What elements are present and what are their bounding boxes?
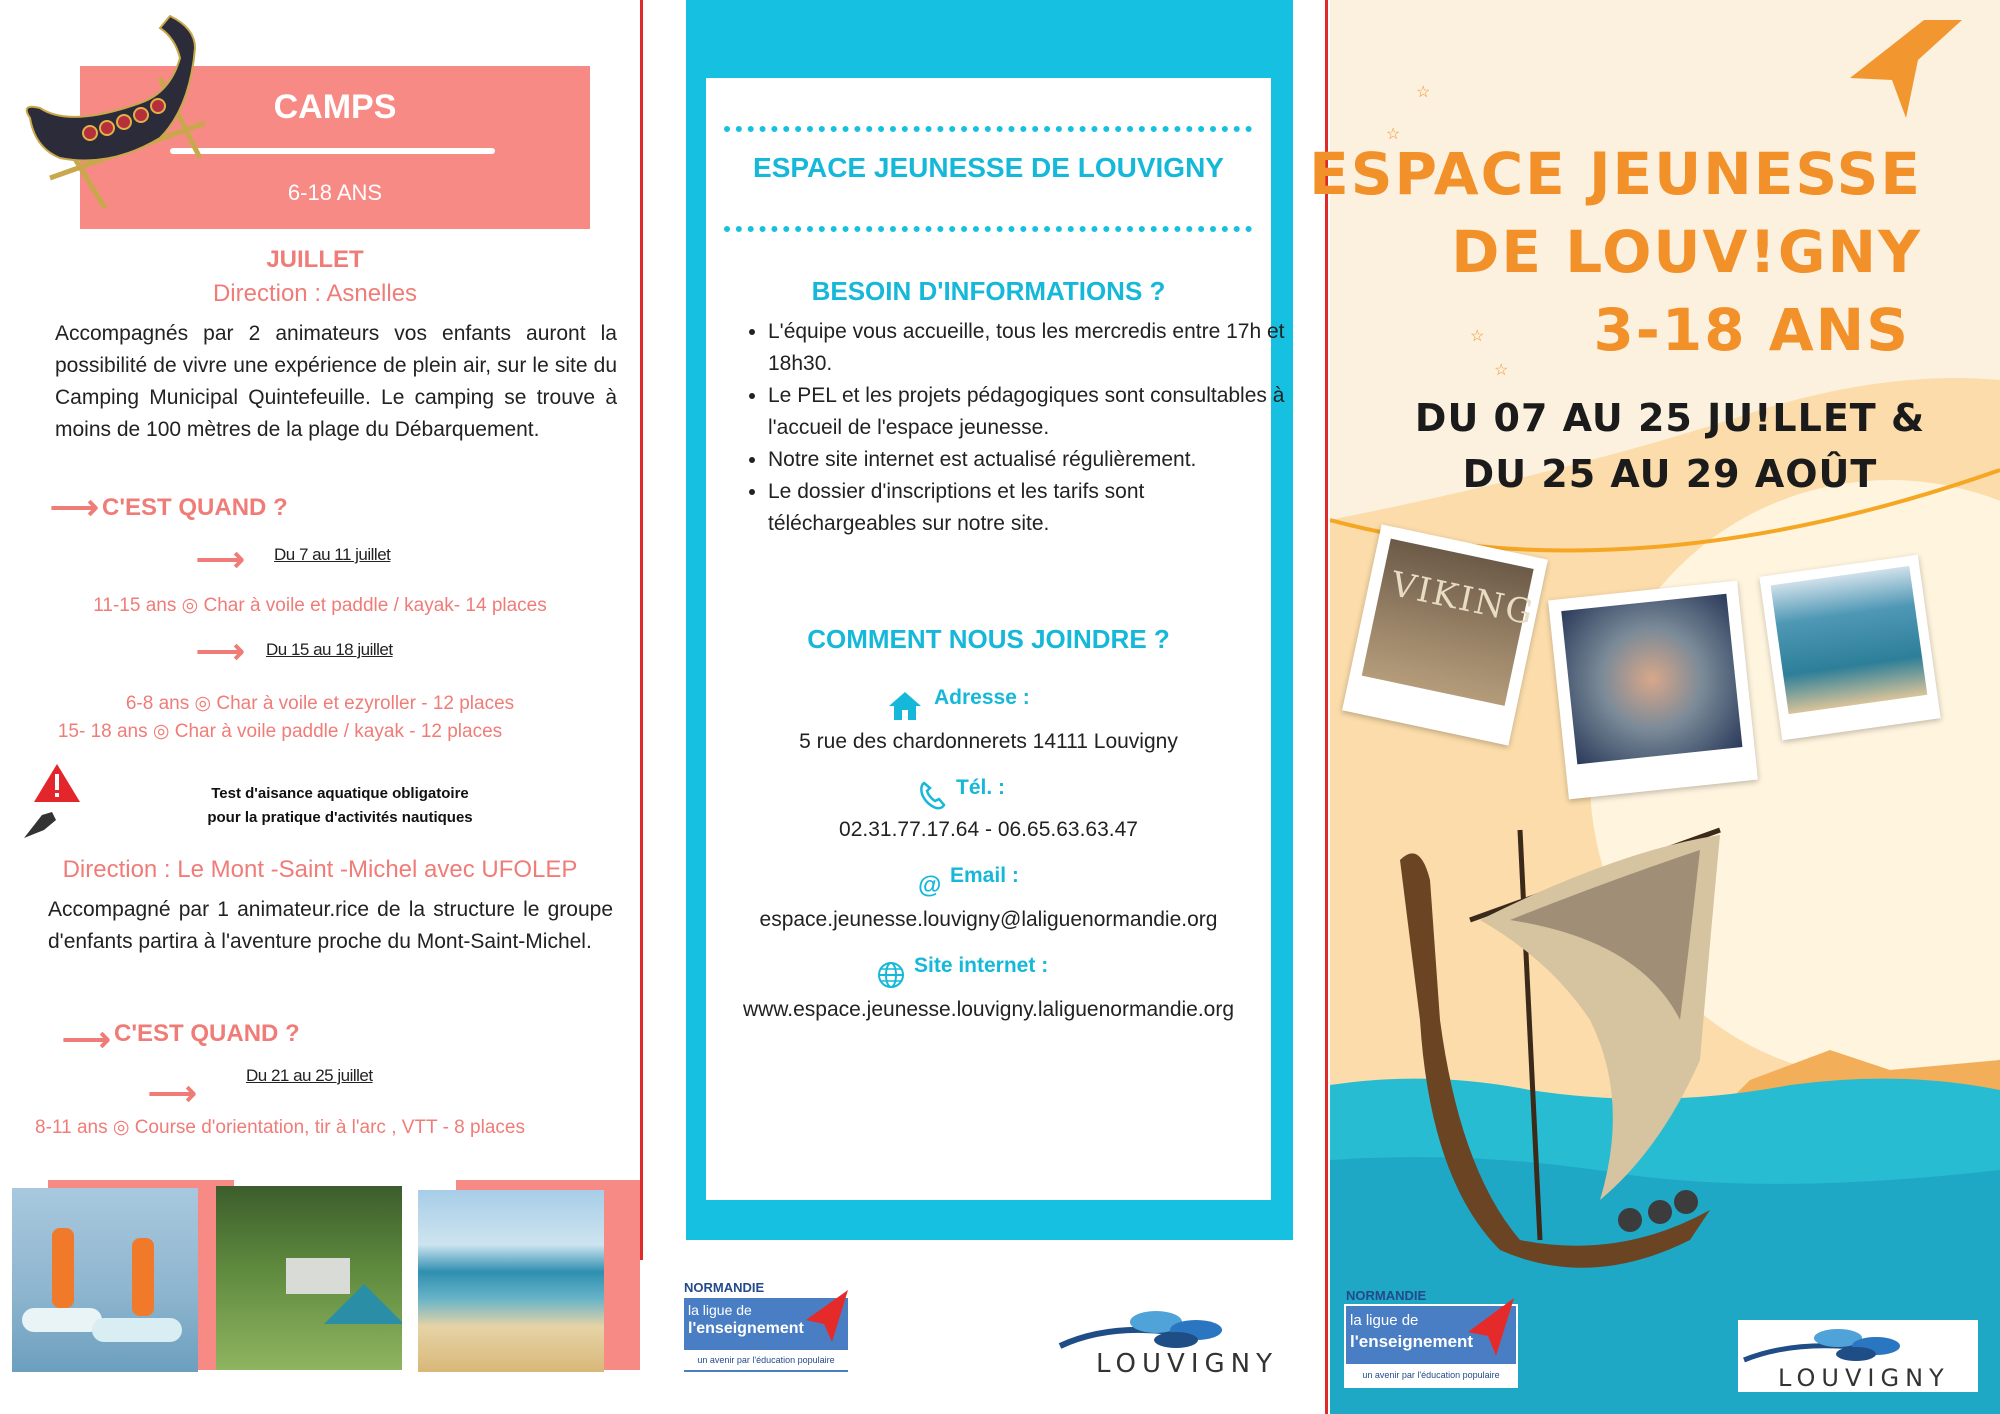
home-icon bbox=[888, 690, 922, 722]
star-icon: ☆ bbox=[1386, 126, 1401, 143]
ligue-line-2: l'enseignement bbox=[1350, 1332, 1474, 1351]
camps-age: 6-18 ANS bbox=[287, 180, 383, 205]
activity-4: 8-11 ans ◎ Course d'orientation, tir à l'arc , VTT - 8 places bbox=[35, 1117, 525, 1138]
cover-title-line-2: DE LOUV!GNY bbox=[1451, 218, 1922, 286]
cover-dates-line-2: DU 25 AU 29 AOÛT bbox=[1462, 452, 1878, 496]
list-item: • Le PEL et les projets pédagogiques sont consultables à l'accueil de l'espace jeunesse. bbox=[768, 380, 1288, 444]
cover-title-line-1: ESPACE JEUNESSE bbox=[1309, 140, 1922, 208]
email-label: Email : bbox=[950, 864, 1019, 887]
info-heading: BESOIN D'INFORMATIONS ? bbox=[811, 276, 1166, 306]
star-icon: ☆ bbox=[1470, 328, 1485, 345]
louvigny-logo-panel bbox=[1738, 1320, 1978, 1392]
list-item: • Le dossier d'inscriptions et les tarifs sont téléchargeables sur notre site. bbox=[768, 476, 1288, 540]
activity-1: 11-15 ans ◎ Char à voile et paddle / kayak- 14 places bbox=[93, 595, 547, 616]
warning-line-1: Test d'aisance aquatique obligatoire bbox=[211, 785, 469, 802]
dotted-divider bbox=[724, 126, 1252, 132]
team-hands-photo bbox=[1548, 581, 1758, 800]
viking-ship-illustration bbox=[10, 8, 220, 208]
ligue-arrow-icon bbox=[802, 1290, 848, 1350]
ligue-logo bbox=[684, 1298, 848, 1372]
website-label: Site internet : bbox=[914, 954, 1049, 977]
email-icon: @ bbox=[918, 872, 942, 899]
activity-2: 6-8 ans ◎ Char à voile et ezyroller - 12 places bbox=[125, 693, 515, 714]
region-label: NORMANDIE bbox=[684, 1280, 765, 1295]
globe-icon bbox=[876, 960, 906, 990]
left-panel bbox=[0, 0, 640, 1414]
phone-label: Tél. : bbox=[956, 776, 1006, 799]
camps-title: CAMPS bbox=[273, 88, 397, 126]
mont-saint-michel-description: Accompagné par 1 animateur.rice de la structure le groupe d'enfants partira à l'aventure proche du Mont-Saint-Michel. bbox=[48, 898, 613, 953]
phone-icon bbox=[918, 780, 946, 810]
beach-photo bbox=[418, 1190, 604, 1372]
ligue-line-1: la ligue de bbox=[688, 1302, 752, 1318]
website-value[interactable]: www.espace.jeunesse.louvigny.laliguenormandie.org bbox=[742, 998, 1235, 1021]
address-label: Adresse : bbox=[934, 686, 1030, 709]
sea-photo bbox=[1759, 555, 1940, 741]
date-3: Du 21 au 25 juillet bbox=[246, 1066, 373, 1085]
direction-mont-saint-michel: Direction : Le Mont -Saint -Michel avec UFOLEP bbox=[62, 856, 578, 883]
louvigny-logo bbox=[1738, 1320, 1978, 1392]
when-heading-2: C'EST QUAND ? bbox=[114, 1020, 300, 1047]
cover-title-line-3: 3-18 ANS bbox=[1593, 296, 1910, 364]
dotted-divider bbox=[724, 226, 1252, 232]
address-value: 5 rue des chardonnerets 14111 Louvigny bbox=[799, 730, 1178, 753]
star-icon: ☆ bbox=[1416, 84, 1431, 101]
viking-sign-text: VIKING bbox=[1387, 564, 1539, 634]
when-heading-1: C'EST QUAND ? bbox=[102, 494, 288, 521]
viking-ship-image bbox=[1390, 820, 1790, 1280]
arrow-right-icon: ⟶ bbox=[148, 1075, 197, 1113]
asnelles-description: Accompagnés par 2 animateurs vos enfants auront la possibilité de vivre une expérience de plein air, sur le site du Camping Municipal Quintefeuille. Le camping se trouve à moins de 100 mètres de la plage du Débarquement. bbox=[55, 322, 617, 441]
arrow-right-icon: ⟶ bbox=[50, 489, 99, 527]
ligue-logo bbox=[1344, 1304, 1518, 1388]
region-label: NORMANDIE bbox=[1346, 1288, 1427, 1303]
info-list bbox=[740, 316, 1288, 540]
list-item: • L'équipe vous accueille, tous les mercredis entre 17h et 18h30. bbox=[768, 316, 1288, 380]
warning-line-2: pour la pratique d'activités nautiques bbox=[207, 809, 473, 826]
date-2: Du 15 au 18 juillet bbox=[266, 640, 393, 659]
list-item: • Notre site internet est actualisé régulièrement. bbox=[768, 444, 1288, 476]
ligue-line-2: l'enseignement bbox=[688, 1320, 804, 1337]
fold-line bbox=[640, 0, 643, 1260]
phone-value: 02.31.77.17.64 - 06.65.63.63.47 bbox=[839, 818, 1138, 841]
email-value[interactable]: espace.jeunesse.louvigny@laliguenormandie.org bbox=[759, 908, 1218, 931]
paddle-photo bbox=[12, 1188, 198, 1372]
month-heading: JUILLET bbox=[266, 246, 364, 273]
arrow-right-icon: ⟶ bbox=[196, 633, 245, 671]
right-panel bbox=[1330, 0, 2000, 1414]
louvigny-logo-text: LOUVIGNY bbox=[1778, 1364, 1950, 1392]
date-1: Du 7 au 11 juillet bbox=[274, 545, 391, 564]
ligue-arrow-icon bbox=[1464, 1298, 1514, 1364]
camping-photo bbox=[216, 1186, 402, 1370]
ligue-tagline: un avenir par l'éducation populaire bbox=[1346, 1364, 1516, 1386]
arrow-right-icon: ⟶ bbox=[62, 1021, 111, 1059]
contact-heading: COMMENT NOUS JOINDRE ? bbox=[807, 624, 1170, 654]
ligue-line-1: la ligue de bbox=[1350, 1312, 1419, 1329]
louvigny-logo bbox=[1056, 1300, 1292, 1380]
info-card-title: ESPACE JEUNESSE DE LOUVIGNY bbox=[753, 152, 1224, 183]
arrow-right-icon: ⟶ bbox=[196, 541, 245, 579]
louvigny-logo-text: LOUVIGNY bbox=[1096, 1349, 1278, 1379]
star-icon: ☆ bbox=[1494, 362, 1509, 379]
warning-icon bbox=[22, 760, 82, 840]
direction-asnelles: Direction : Asnelles bbox=[212, 280, 418, 307]
fold-line bbox=[1325, 0, 1328, 1414]
ligue-tagline: un avenir par l'éducation populaire bbox=[684, 1350, 848, 1370]
activity-3: 15- 18 ans ◎ Char à voile paddle / kayak - 12 places bbox=[57, 721, 503, 742]
cover-dates-line-1: DU 07 AU 25 JU!LLET & bbox=[1414, 396, 1926, 440]
